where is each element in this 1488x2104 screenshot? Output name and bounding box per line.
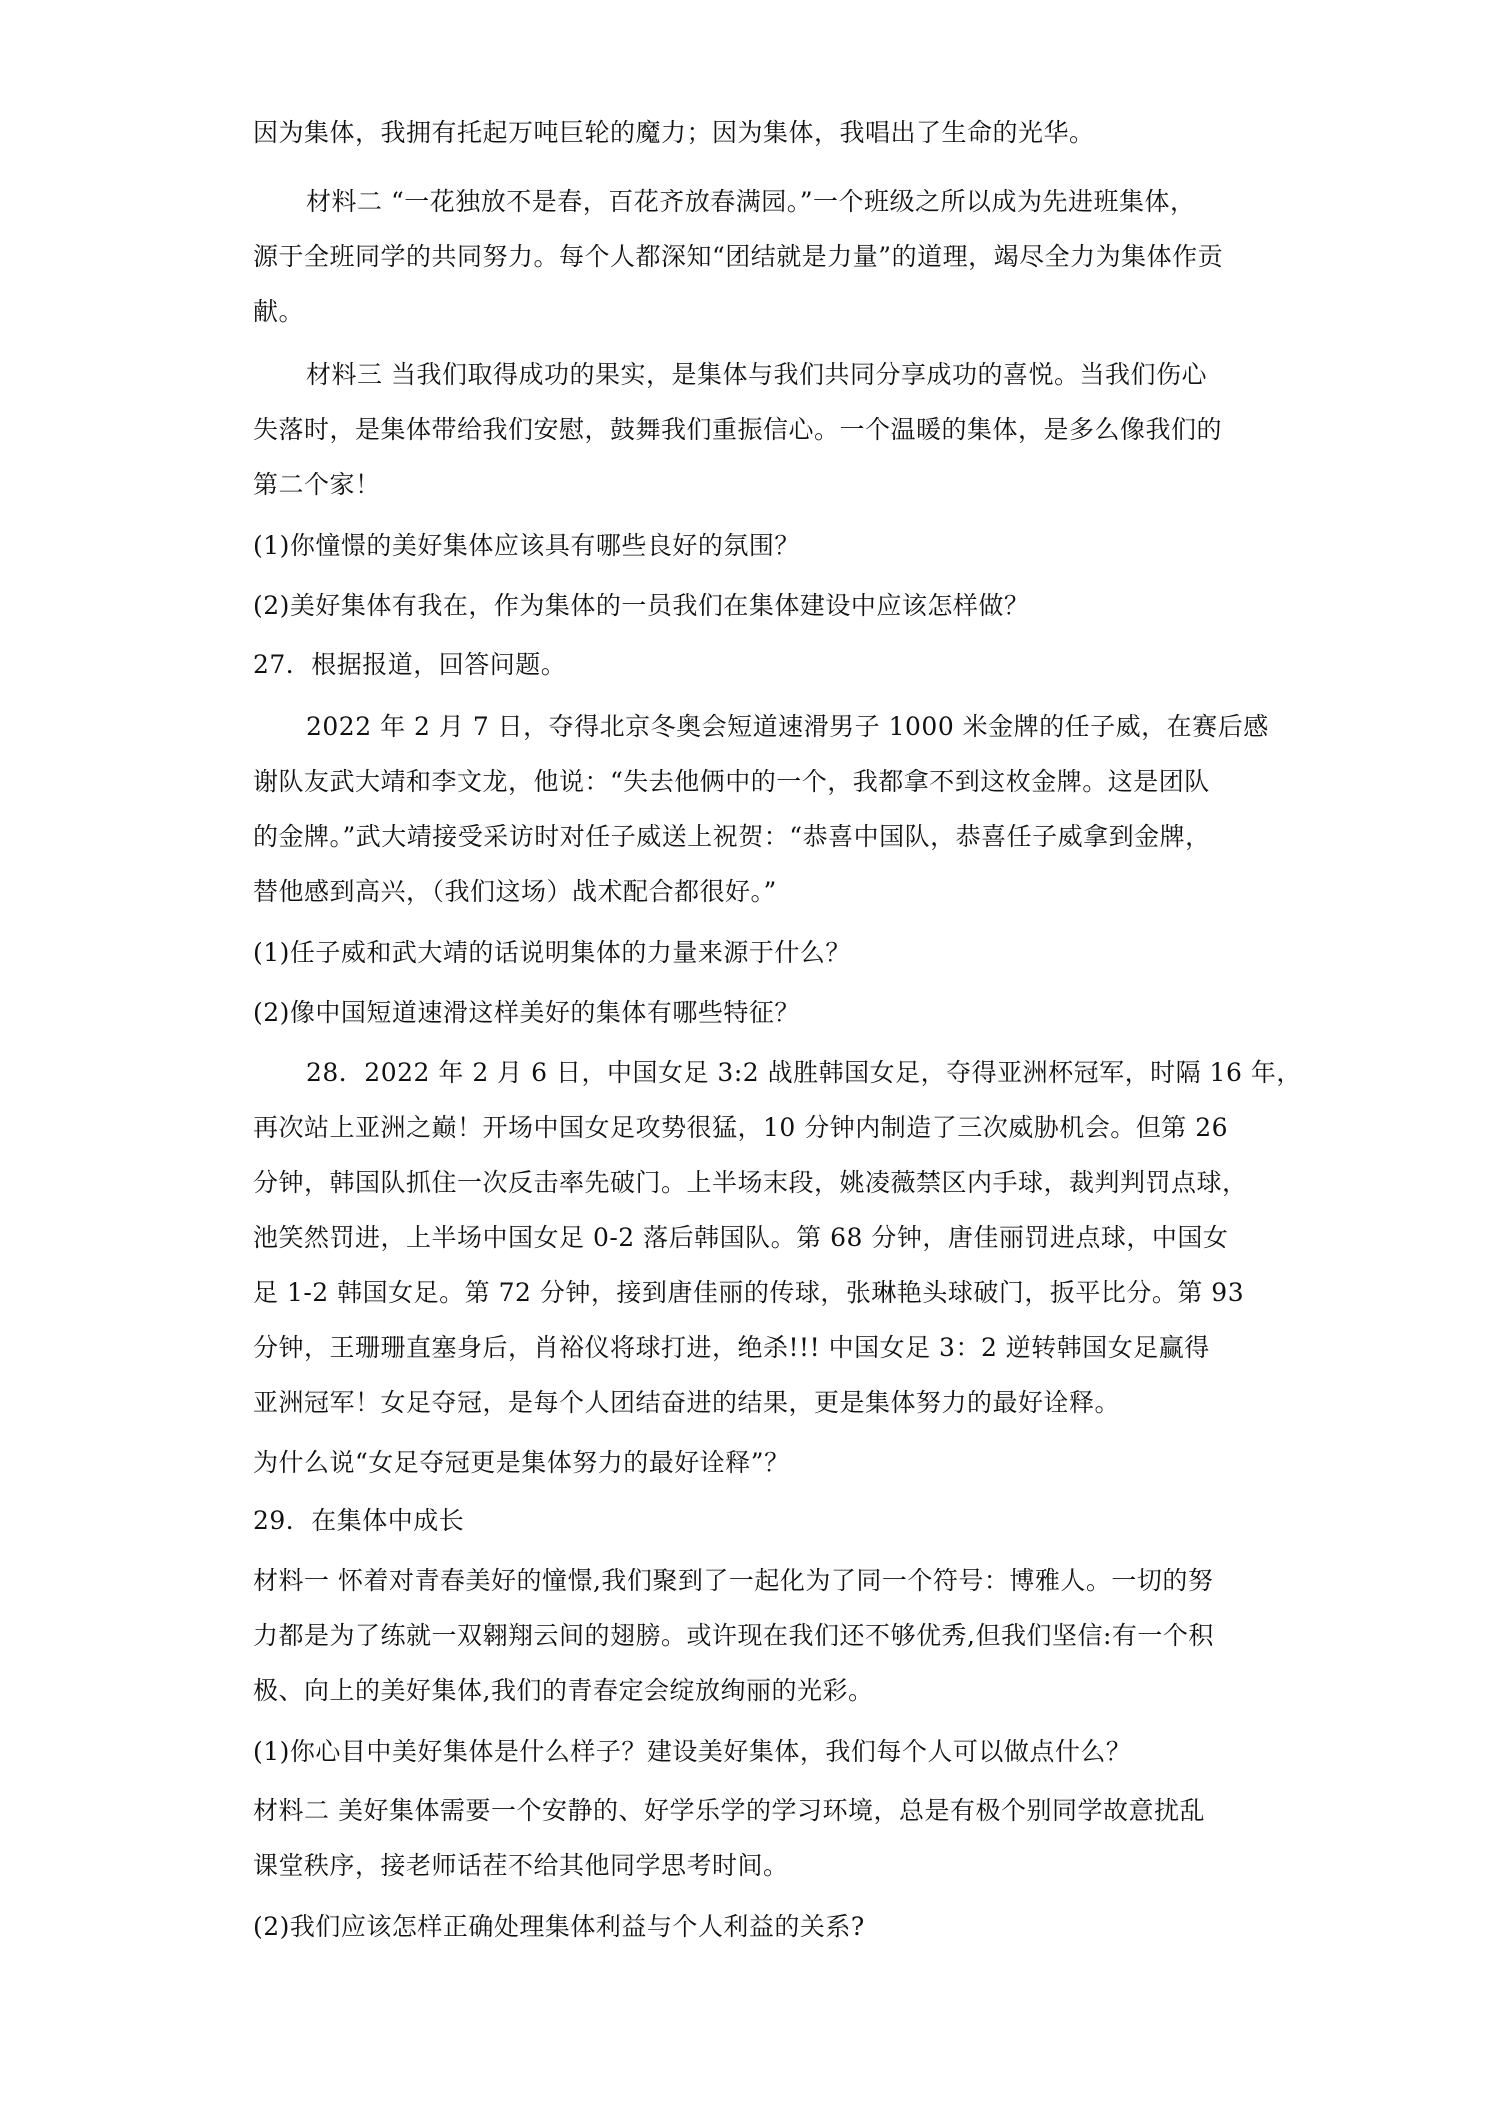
text-line: 谢队友武大靖和李文龙，他说：“失去他俩中的一个，我都拿不到这枚金牌。这是团队 [253, 767, 1210, 796]
question-line: (1)你憧憬的美好集体应该具有哪些良好的氛围？ [253, 531, 800, 560]
question-line: 为什么说“女足夺冠更是集体努力的最好诠释”？ [253, 1448, 790, 1477]
material-3-heading-line: 材料三 当我们取得成功的果实，是集体与我们共同分享成功的喜悦。当我们伤心 [306, 360, 1207, 389]
question-line: (2)我们应该怎样正确处理集体利益与个人利益的关系? [253, 1912, 865, 1941]
text-line: 分钟，王珊珊直塞身后，肖裕仪将球打进，绝杀!!! 中国女足 3：2 逆转韩国女足赢得 [253, 1333, 1210, 1362]
text-line: 献。 [253, 297, 305, 326]
text-line: 2022 年 2 月 7 日，夺得北京冬奥会短道速滑男子 1000 米金牌的任子威，在赛后感 [306, 712, 1269, 741]
text-line: 池笑然罚进，上半场中国女足 0-2 落后韩国队。第 68 分钟，唐佳丽罚进点球，中国女 [253, 1223, 1229, 1252]
text-line: 分钟，韩国队抓住一次反击率先破门。上半场末段，姚凌薇禁区内手球，裁判判罚点球， [253, 1168, 1248, 1197]
material-2b-heading-line: 材料二 美好集体需要一个安静的、好学乐学的学习环境，总是有极个别同学故意扰乱 [253, 1796, 1205, 1825]
question-27-title: 27．根据报道，回答问题。 [253, 650, 567, 679]
text-line: 极、向上的美好集体,我们的青春定会绽放绚丽的光彩。 [253, 1676, 874, 1705]
text-line: 亚洲冠军！女足夺冠，是每个人团结奋进的结果，更是集体努力的最好诠释。 [253, 1388, 1121, 1417]
text-line: 足 1-2 韩国女足。第 72 分钟，接到唐佳丽的传球，张琳艳头球破门，扳平比分。第 93 [253, 1278, 1245, 1307]
text-line: 再次站上亚洲之巅！开场中国女足攻势很猛，10 分钟内制造了三次威胁机会。但第 26 [253, 1113, 1229, 1142]
question-28-title: 28．2022 年 2 月 6 日，中国女足 3:2 战胜韩国女足，夺得亚洲杯冠军，时隔 16 年， [306, 1058, 1302, 1087]
material-1-heading-line: 材料一 怀着对青春美好的憧憬,我们聚到了一起化为了同一个符号：博雅人。一切的努 [253, 1566, 1214, 1595]
text-line: 课堂秩序，接老师话茬不给其他同学思考时间。 [253, 1851, 789, 1880]
text-line: 因为集体，我拥有托起万吨巨轮的魔力；因为集体，我唱出了生命的光华。 [253, 118, 1095, 147]
text-line: 失落时，是集体带给我们安慰，鼓舞我们重振信心。一个温暖的集体，是多么像我们的 [253, 415, 1223, 444]
text-line: 力都是为了练就一双翱翔云间的翅膀。或许现在我们还不够优秀,但我们坚信:有一个积 [253, 1621, 1214, 1650]
question-line: (1)你心目中美好集体是什么样子？建设美好集体，我们每个人可以做点什么？ [253, 1737, 1132, 1766]
question-29-title: 29．在集体中成长 [253, 1506, 465, 1535]
text-line: 第二个家！ [253, 470, 381, 499]
text-line: 替他感到高兴，（我们这场）战术配合都很好。” [253, 877, 777, 906]
question-line: (2)美好集体有我在，作为集体的一员我们在集体建设中应该怎样做？ [253, 591, 1030, 620]
text-line: 的金牌。”武大靖接受采访时对任子威送上祝贺：“恭喜中国队，恭喜任子威拿到金牌， [253, 822, 1211, 851]
text-line: 源于全班同学的共同努力。每个人都深知“团结就是力量”的道理，竭尽全力为集体作贡 [253, 242, 1224, 271]
question-line: (2)像中国短道速滑这样美好的集体有哪些特征？ [253, 998, 800, 1027]
question-line: (1)任子威和武大靖的话说明集体的力量来源于什么？ [253, 938, 851, 967]
material-2-heading-line: 材料二 “一花独放不是春，百花齐放春满园。”一个班级之所以成为先进班集体， [306, 187, 1196, 216]
